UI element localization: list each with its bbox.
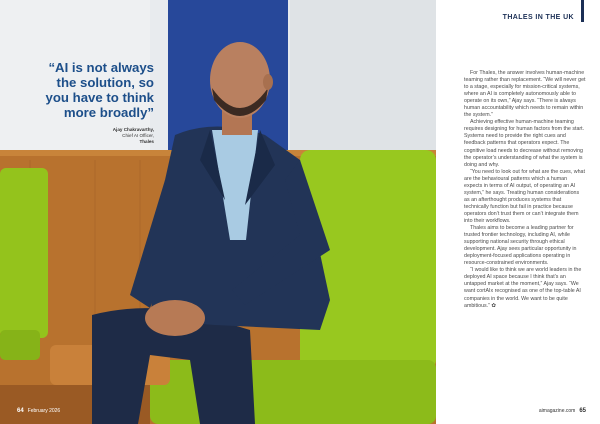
right-folio	[539, 408, 586, 414]
magazine-website: aimagazine.com	[538, 408, 576, 414]
attribution-name: Ajay Chakravarthy,	[112, 127, 154, 132]
section-title: THALES IN THE UK	[502, 14, 574, 21]
pull-quote-line: “AI is not always	[48, 60, 154, 75]
pull-quote-line: the solution, so	[56, 75, 154, 90]
attribution-role: Chief AI Officer,	[122, 133, 154, 138]
body-paragraph: “You need to look out for what are the cues, what are the behavioural patterns which a human expects in terms of AI output, of operating an AI system,” he says. Treating human considerations as an afterthought produces systems that technically function but fail in practice because operators don’t trust them or can’t integrate them into their workflows.	[464, 168, 585, 224]
pull-quote-line: you have to think	[45, 90, 154, 105]
body-paragraph: Achieving effective human-machine teaming requires designing for human factors from the start. Systems need to provide the right cues and feedback patterns that operators expect. The cognitive load needs to decrease without removing the operator’s understanding of what the system is doing and why.	[464, 119, 585, 168]
section-marker	[581, 0, 584, 22]
body-paragraph: “I would like to think we are world leaders in the deployed AI space because I think that’s an untapped market at the moment,” Ajay says. “We want cortAIx recognised as one of the top-table AI companies in the world. We want to be quite ambitious.” ✿	[464, 267, 582, 309]
left-page-number: 64	[17, 408, 24, 414]
quote-attribution	[14, 127, 154, 145]
right-page-number: 65	[579, 408, 586, 414]
body-paragraph: Thales aims to become a leading partner for trusted frontier technology, including AI, while supporting national security through ethical development. Ajay sees particular opportunity in deployment-focused applications operating in resource-constrained environments.	[464, 225, 577, 267]
attribution-org: Thales	[139, 139, 154, 144]
issue-date: February 2026	[27, 408, 61, 414]
pull-quote	[14, 60, 154, 145]
pull-quote-line: more broadly”	[63, 105, 154, 120]
body-paragraph: For Thales, the answer involves human-machine teaming rather than replacement. “We will never get to a stage, especially for mission-critical systems, where an AI is completely autonomously able to operate on its own,” Ajay says. “There is always human accountability which needs to remain within the system.”	[464, 70, 586, 119]
article-body	[464, 70, 586, 310]
pull-quote-text	[14, 60, 154, 120]
left-folio	[17, 408, 60, 414]
